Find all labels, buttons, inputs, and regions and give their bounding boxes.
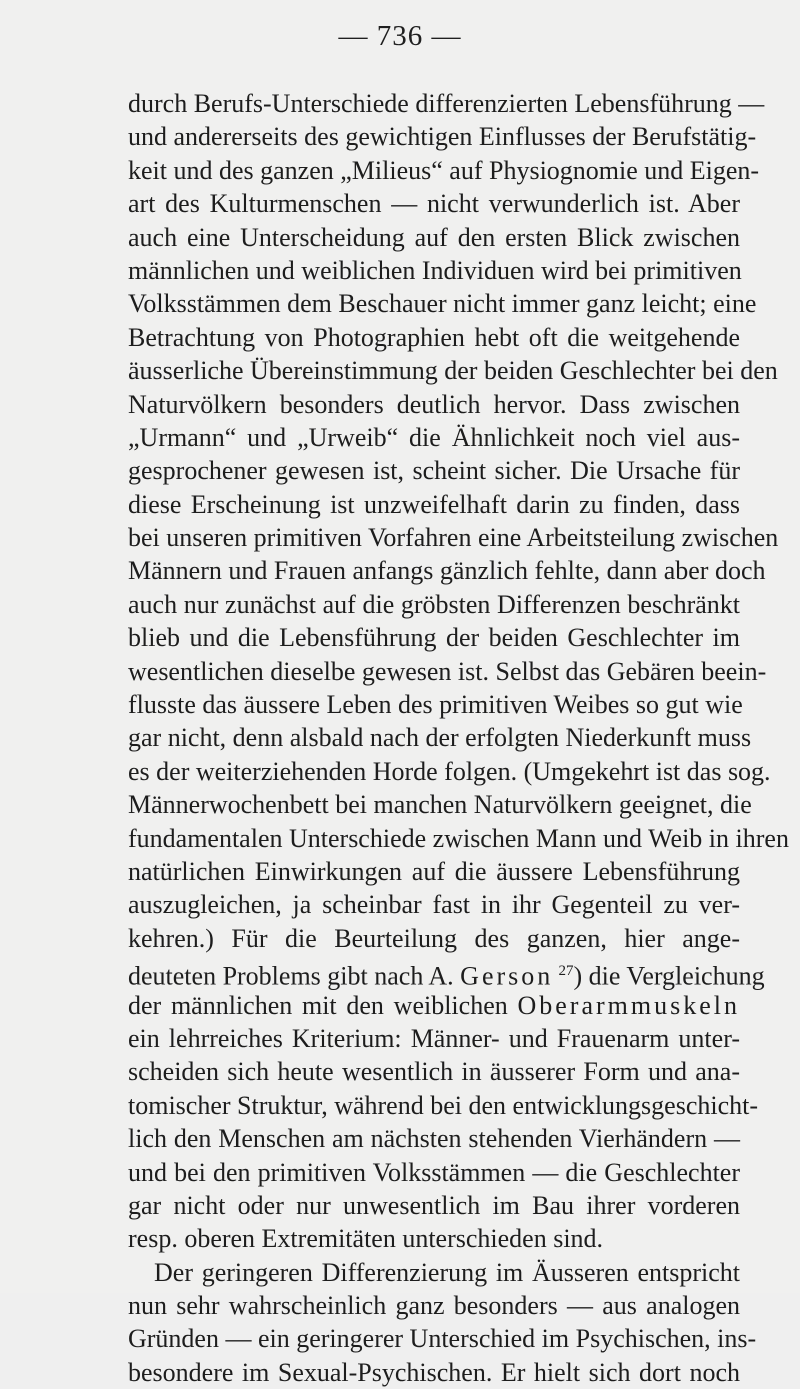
text-line: männlichen und weiblichen Individuen wird bei primitiven bbox=[128, 255, 742, 285]
text-line: und andererseits des gewichtigen Einflusses der Berufstätig- bbox=[128, 122, 757, 152]
text-line: gar nicht oder nur unwesentlich im Bau ihrer vorderen bbox=[128, 1190, 740, 1220]
page-number-header: — 736 — bbox=[338, 20, 462, 52]
text-fragment: ) die Vergleichung bbox=[573, 961, 765, 991]
text-line: wesentlichen dieselbe gewesen ist. Selbst das Gebären beein- bbox=[128, 656, 767, 686]
text-line: gesprochener gewesen ist, scheint sicher. Die Ursache für bbox=[128, 456, 740, 486]
text-line: durch Berufs-Unterschiede differenzierten Lebensführung — bbox=[128, 89, 765, 118]
text-line-gerson bbox=[128, 955, 765, 991]
text-line: es der weiterziehenden Horde folgen. (Umgekehrt ist das sog. bbox=[128, 756, 771, 786]
text-line: diese Erscheinung ist unzweifelhaft darin zu finden, dass bbox=[128, 489, 740, 519]
text-line: lich den Menschen am nächsten stehenden Vierhändern — bbox=[128, 1124, 740, 1154]
text-line: Gründen — ein geringerer Unterschied im Psychischen, ins- bbox=[128, 1324, 757, 1354]
text-line: gar nicht, denn alsbald nach der erfolgten Niederkunft muss bbox=[128, 723, 752, 753]
text-line: kehren.) Für die Beurteilung des ganzen, hier ange- bbox=[128, 923, 740, 953]
text-line: auszugleichen, ja scheinbar fast in ihr Gegenteil zu ver- bbox=[128, 890, 740, 920]
text-line: keit und des ganzen „Milieus“ auf Physiognomie und Eigen- bbox=[128, 155, 760, 185]
text-line: auch eine Unterscheidung auf den ersten Blick zwischen bbox=[128, 222, 740, 252]
text-line: „Urmann“ und „Urweib“ die Ähnlichkeit noch viel aus- bbox=[128, 422, 740, 452]
text-line: ein lehrreiches Kriterium: Männer- und Frauenarm unter- bbox=[128, 1023, 740, 1053]
text-fragment: deuteten Problems gibt nach A. bbox=[128, 961, 461, 991]
text-line: art des Kulturmenschen — nicht verwunderlich ist. Aber bbox=[128, 189, 740, 219]
text-line: auch nur zunächst auf die gröbsten Differenzen beschränkt bbox=[128, 589, 740, 619]
author-name-spaced: Gerson bbox=[460, 961, 554, 991]
text-line: Naturvölkern besonders deutlich hervor. Dass zwischen bbox=[128, 389, 740, 419]
text-line: tomischer Struktur, während bei den entwicklungsgeschicht- bbox=[128, 1090, 759, 1120]
body-text bbox=[128, 87, 789, 1389]
text-line: Männern und Frauen anfangs gänzlich fehlte, dann aber doch bbox=[128, 556, 766, 586]
text-line: äusserliche Übereinstimmung der beiden Geschlechter bei den bbox=[128, 356, 778, 386]
text-line: Betrachtung von Photographien hebt oft die weitgehende bbox=[128, 322, 740, 352]
text-line: und bei den primitiven Volksstämmen — die Geschlechter bbox=[128, 1157, 740, 1187]
text-line: blieb und die Lebensführung der beiden Geschlechter im bbox=[128, 623, 740, 653]
text-line: scheiden sich heute wesentlich in äusserer Form und ana- bbox=[128, 1057, 740, 1087]
text-line: nun sehr wahrscheinlich ganz besonders — aus analogen bbox=[128, 1291, 740, 1321]
text-line: besondere im Sexual-Psychischen. Er hielt sich dort noch bbox=[128, 1357, 740, 1387]
text-line: fundamentalen Unterschiede zwischen Mann und Weib in ihren bbox=[128, 823, 789, 853]
text-line: natürlichen Einwirkungen auf die äussere Lebensführung bbox=[128, 856, 740, 886]
text-line: bei unseren primitiven Vorfahren eine Arbeitsteilung zwischen bbox=[128, 523, 779, 553]
footnote-marker: 27 bbox=[558, 963, 574, 980]
text-line: Volksstämmen dem Beschauer nicht immer ganz leicht; eine bbox=[128, 289, 757, 319]
text-line: Männerwochenbett bei manchen Naturvölkern geeignet, die bbox=[128, 790, 752, 820]
text-line: flusste das äussere Leben des primitiven Weibes so gut wie bbox=[128, 690, 743, 720]
text-line-muskeln bbox=[128, 989, 740, 1022]
text-line-paragraph-start: Der geringeren Differenzierung im Äusseren entspricht bbox=[154, 1257, 740, 1287]
text-fragment: der männlichen mit den weiblichen bbox=[128, 990, 518, 1020]
text-line-paragraph-end: resp. oberen Extremitäten unterschieden sind. bbox=[128, 1224, 604, 1254]
emphasized-term-spaced: Oberarmmuskeln bbox=[517, 990, 740, 1020]
